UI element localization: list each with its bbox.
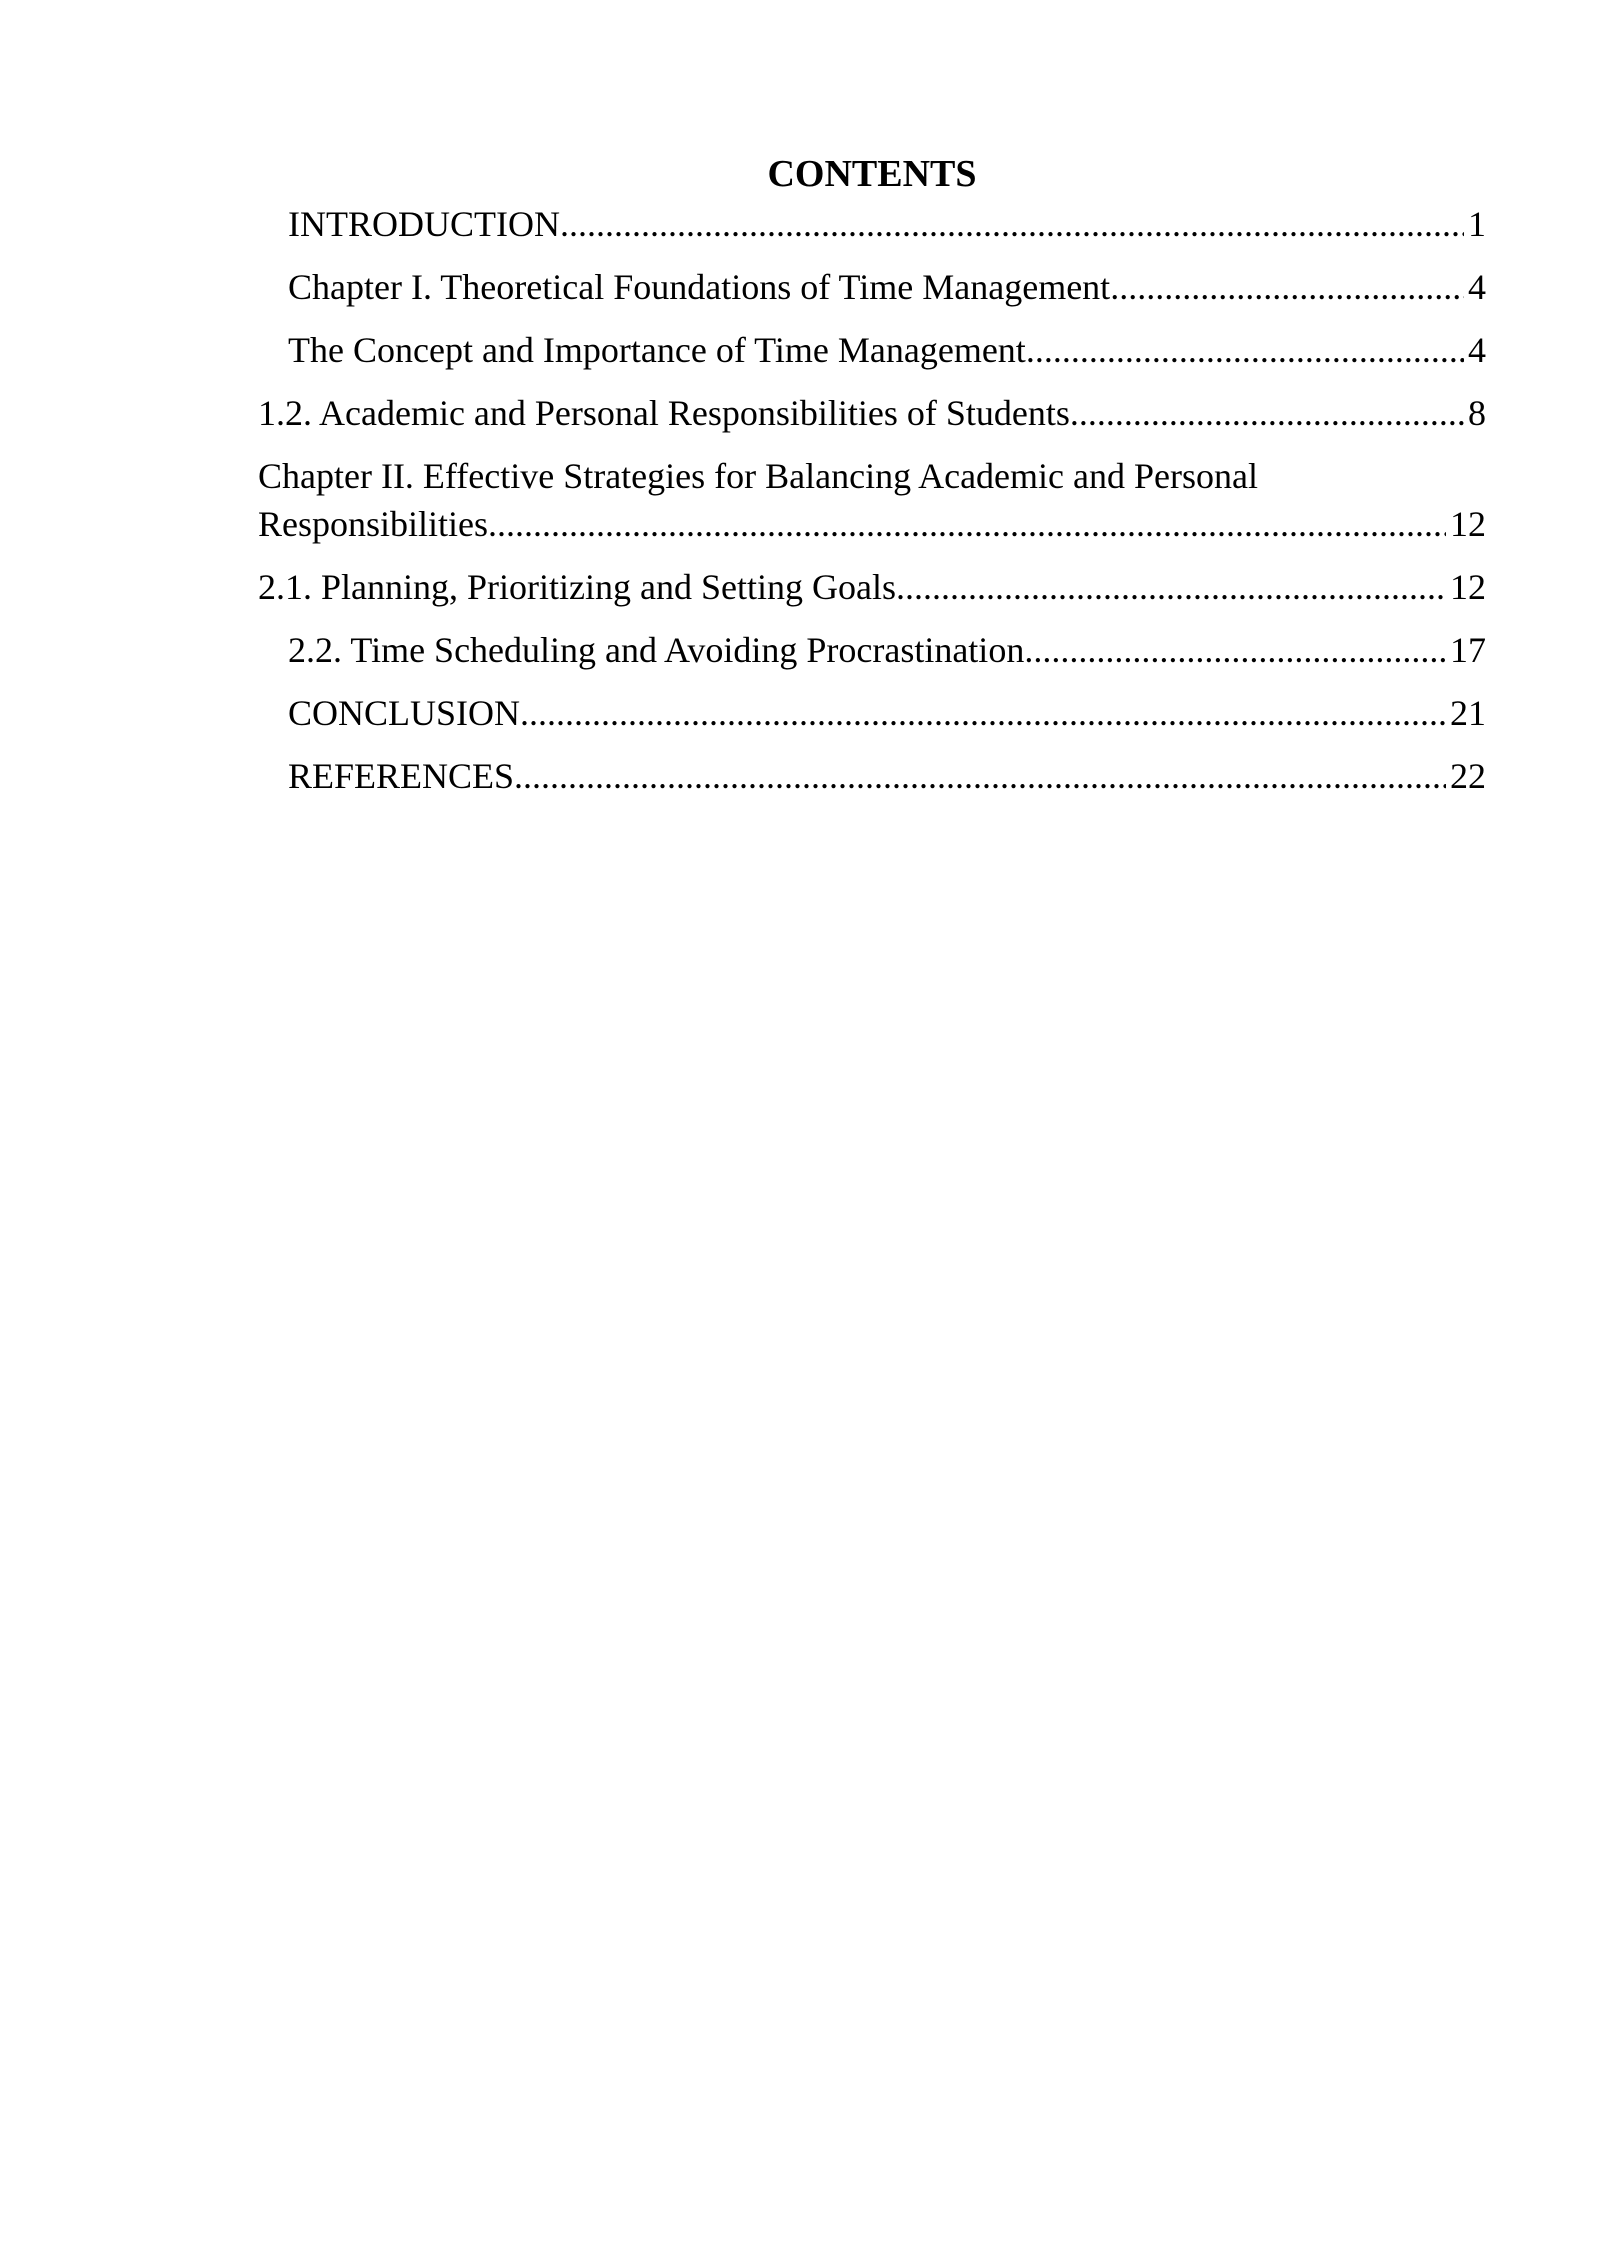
toc-dot-leader <box>1070 389 1464 437</box>
toc-entry-text: REFERENCES <box>288 756 515 796</box>
toc-entry-text: 2.2. Time Scheduling and Avoiding Procrastination <box>288 630 1025 670</box>
toc-entry-conclusion[interactable] <box>258 689 1486 737</box>
toc-entry-text: 2.1. Planning, Prioritizing and Setting Goals <box>258 567 896 607</box>
toc-dot-leader <box>1110 263 1464 311</box>
toc-dot-leader <box>488 500 1446 548</box>
toc-entry-text: 1.2. Academic and Personal Responsibilities of Students <box>258 393 1070 433</box>
toc-dot-leader <box>520 689 1446 737</box>
toc-entry-chapter-1[interactable] <box>258 263 1486 311</box>
toc-entry-row <box>258 563 1486 611</box>
toc-entry-introduction[interactable] <box>258 200 1486 248</box>
toc-list <box>258 200 1486 800</box>
toc-entry-row <box>288 689 1486 737</box>
toc-page-number: 22 <box>1450 756 1486 796</box>
toc-dot-leader <box>1026 326 1464 374</box>
toc-dot-leader <box>1024 626 1446 674</box>
toc-entry-row <box>288 626 1486 674</box>
toc-page-number: 17 <box>1450 630 1486 670</box>
toc-entry-text: The Concept and Importance of Time Management <box>288 330 1026 370</box>
toc-entry-row <box>288 752 1486 800</box>
toc-dot-leader <box>514 752 1446 800</box>
toc-dot-leader <box>560 200 1464 248</box>
toc-entry-row <box>288 200 1486 248</box>
toc-page-number: 4 <box>1468 267 1486 307</box>
toc-page-number: 12 <box>1450 567 1486 607</box>
toc-dot-leader <box>896 563 1446 611</box>
toc-entry-section-1-1[interactable] <box>258 326 1486 374</box>
toc-entry-references[interactable] <box>258 752 1486 800</box>
toc-page-number: 1 <box>1468 204 1486 244</box>
toc-entry-text: CONCLUSION <box>288 693 521 733</box>
toc-entry-text: Chapter I. Theoretical Foundations of Time Management <box>288 267 1111 307</box>
toc-entry-row <box>288 263 1486 311</box>
toc-entry-section-2-2[interactable] <box>258 626 1486 674</box>
toc-page-number: 4 <box>1468 330 1486 370</box>
toc-title: CONTENTS <box>767 153 977 195</box>
toc-entry-text-line-1: Chapter II. Effective Strategies for Balancing Academic and Personal <box>258 456 1258 496</box>
toc-entry-row <box>258 389 1486 437</box>
toc-entry-chapter-2[interactable] <box>258 452 1486 548</box>
toc-entry-row <box>258 500 1486 548</box>
toc-entry-section-2-1[interactable] <box>258 563 1486 611</box>
toc-page-number: 12 <box>1450 504 1486 544</box>
table-of-contents <box>258 150 1486 815</box>
toc-entry-text: INTRODUCTION <box>288 204 560 244</box>
toc-page-number: 21 <box>1450 693 1486 733</box>
toc-entry-row <box>288 326 1486 374</box>
toc-entry-text: Responsibilities <box>258 504 489 544</box>
toc-page-number: 8 <box>1468 393 1486 433</box>
toc-entry-section-1-2[interactable] <box>258 389 1486 437</box>
